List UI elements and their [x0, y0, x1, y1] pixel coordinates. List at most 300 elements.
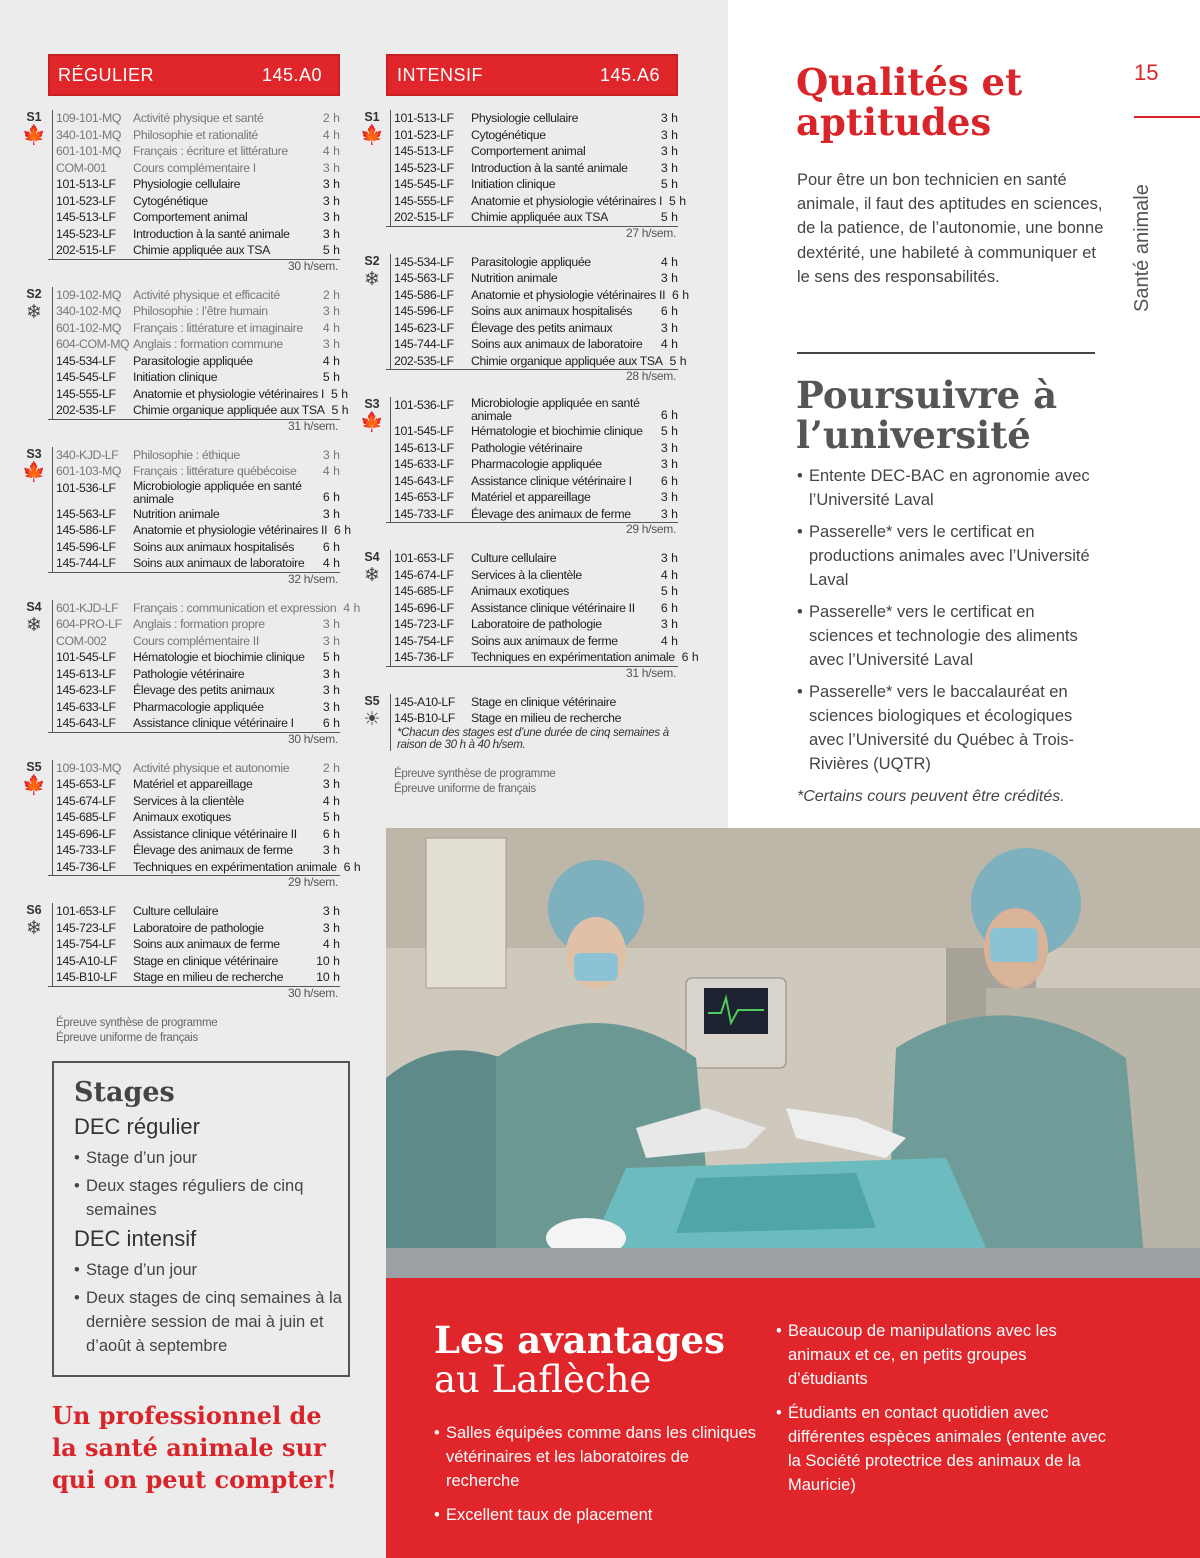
- course-code: 145-633-LF: [394, 457, 454, 471]
- course-row: [394, 127, 678, 144]
- course-hours: 5 h: [669, 353, 687, 368]
- course-hours: 3 h: [322, 904, 340, 918]
- course-title: Chimie organique appliquée aux TSA: [471, 353, 663, 368]
- course-row: [56, 402, 349, 419]
- course-title: Français : écriture et littérature: [133, 144, 288, 158]
- course-title: Stage en clinique vétérinaire: [471, 694, 617, 709]
- course-title: Microbiologie appliquée en santé animale: [133, 478, 302, 506]
- course-code: 202-535-LF: [56, 403, 116, 417]
- course-hours: 3 h: [660, 617, 678, 631]
- course-list: [390, 550, 699, 666]
- course-code: 109-102-MQ: [56, 287, 122, 302]
- course-row: [394, 287, 690, 304]
- dec-intensif-heading: DEC intensif: [74, 1226, 197, 1251]
- course-code: 601-KJD-LF: [56, 600, 119, 615]
- maple-leaf-icon: 🍁: [360, 412, 384, 433]
- session-label: S3: [26, 446, 42, 461]
- course-hours: 3 h: [322, 506, 340, 521]
- course-title: Anatomie et physiologie vétérinaires II: [471, 287, 666, 302]
- maple-leaf-icon: 🍁: [22, 461, 46, 483]
- course-code: 101-545-LF: [394, 424, 454, 438]
- course-row: [56, 953, 340, 970]
- course-hours: 3 h: [660, 506, 678, 521]
- course-title: Cytogénétique: [471, 127, 546, 142]
- snowflake-icon: ❄: [364, 268, 380, 290]
- universite-title: Poursuivre à l’université: [796, 373, 1058, 457]
- session-total: 27 h/sem.: [386, 226, 678, 240]
- course-row: [56, 353, 340, 370]
- course-hours: 10 h: [316, 953, 340, 968]
- course-title: Stage en clinique vétérinaire: [133, 953, 279, 968]
- course-row: [56, 699, 340, 716]
- course-hours: 10 h: [316, 970, 340, 984]
- course-code: 145-744-LF: [56, 556, 116, 570]
- course-title: Cours complémentaire I: [133, 160, 256, 175]
- course-title: Pathologie vétérinaire: [471, 440, 583, 455]
- session-total: 31 h/sem.: [48, 419, 340, 433]
- course-code: 145-555-LF: [56, 386, 116, 401]
- course-hours: 5 h: [322, 243, 340, 257]
- session-label: S4: [26, 599, 42, 614]
- course-hours: 5 h: [660, 210, 678, 224]
- course-row: [394, 176, 678, 193]
- course-code: 145-513-LF: [56, 210, 116, 224]
- course-code: 101-545-LF: [56, 650, 116, 664]
- course-code: 340-101-MQ: [56, 127, 122, 142]
- course-title: Services à la clientèle: [471, 567, 582, 582]
- course-hours: 4 h: [660, 337, 678, 351]
- course-row: [56, 369, 340, 386]
- course-row: [56, 649, 340, 666]
- course-row: [394, 583, 678, 600]
- list-item: • Stage d’un jour: [74, 1146, 348, 1170]
- surgery-photo: [386, 828, 1200, 1278]
- course-row: [56, 633, 340, 650]
- course-title: Physiologie cellulaire: [471, 111, 579, 125]
- course-code: 145-586-LF: [56, 523, 116, 537]
- course-row: [56, 160, 340, 177]
- maple-leaf-icon: 🍁: [22, 774, 46, 796]
- section-side-label: Santé animale: [1131, 184, 1153, 312]
- course-row: [394, 473, 678, 490]
- course-row: [56, 336, 340, 353]
- course-code: 202-515-LF: [56, 243, 116, 257]
- course-title: Anatomie et physiologie vétérinaires I: [471, 193, 663, 208]
- program-intensif: [358, 54, 699, 797]
- session-block: [20, 903, 340, 1000]
- course-title: Activité physique et efficacité: [133, 287, 280, 302]
- course-title: Chimie organique appliquée aux TSA: [133, 403, 325, 417]
- course-row: [56, 600, 361, 617]
- tagline: Un professionnel de la santé animale sur qui on peut compter!: [52, 1401, 337, 1494]
- course-code: 145-674-LF: [394, 567, 454, 582]
- course-code: 109-101-MQ: [56, 111, 122, 125]
- course-code: 145-754-LF: [394, 633, 454, 648]
- course-code: 145-696-LF: [56, 826, 116, 841]
- course-title: Initiation clinique: [471, 177, 556, 191]
- page-number: 15: [1134, 60, 1159, 85]
- course-code: 145-523-LF: [394, 160, 454, 175]
- session-block: [358, 110, 687, 240]
- course-hours: 3 h: [322, 699, 340, 714]
- course-list: [390, 397, 678, 522]
- session-label: S6: [26, 903, 42, 917]
- course-hours: 5 h: [660, 424, 678, 438]
- list-item: • Passerelle* vers le certificat en sciences et technologie des aliments avec l’Université Laval: [797, 600, 1097, 672]
- course-hours: [654, 694, 678, 711]
- epreuves: [358, 767, 678, 797]
- session-block: [358, 397, 678, 536]
- snowflake-icon: ❄: [26, 301, 42, 323]
- course-hours: 4 h: [322, 353, 340, 368]
- course-title: Comportement animal: [471, 144, 586, 158]
- course-row: [56, 143, 340, 160]
- course-code: 101-513-LF: [56, 177, 116, 191]
- course-title: Stage en milieu de recherche: [471, 711, 622, 725]
- course-row: [56, 539, 340, 556]
- session-total: 29 h/sem.: [48, 875, 340, 889]
- course-code: 604-PRO-LF: [56, 617, 122, 631]
- course-code: 145-545-LF: [56, 370, 116, 384]
- course-title: Comportement animal: [133, 210, 248, 224]
- snowflake-icon: ❄: [26, 614, 42, 636]
- session-label: S2: [364, 253, 380, 268]
- course-row: [394, 567, 678, 584]
- session-total: 30 h/sem.: [48, 732, 340, 746]
- course-code: 101-513-LF: [394, 111, 454, 125]
- course-title: Philosophie et rationalité: [133, 127, 258, 142]
- course-code: 109-103-MQ: [56, 760, 122, 775]
- course-row: [394, 633, 678, 650]
- course-row: [394, 353, 687, 370]
- course-title: Chimie appliquée aux TSA: [471, 210, 608, 224]
- course-row: [56, 447, 340, 464]
- course-row: [56, 226, 340, 243]
- course-list: [52, 600, 361, 732]
- course-title: Soins aux animaux hospitalisés: [471, 304, 633, 318]
- course-hours: 3 h: [660, 440, 678, 455]
- session-list: [20, 110, 361, 1000]
- course-title: Soins aux animaux de ferme: [471, 633, 618, 648]
- course-row: [394, 270, 678, 287]
- course-hours: 5 h: [322, 810, 340, 824]
- divider: [797, 352, 1095, 354]
- course-title: Anglais : formation commune: [133, 337, 283, 351]
- list-item: • Deux stages réguliers de cinq semaines: [74, 1174, 348, 1222]
- course-hours: 4 h: [322, 937, 340, 951]
- course-title: Activité physique et santé: [133, 111, 264, 125]
- course-hours: 3 h: [322, 304, 340, 318]
- course-hours: 6 h: [322, 716, 340, 730]
- course-row: [56, 110, 340, 127]
- course-row: [394, 160, 678, 177]
- course-row: [56, 506, 340, 523]
- qualites-text: Pour être un bon technicien en santé animale, il faut des aptitudes en sciences, de la patience, de l’autonomie, une bonne dextérité, une habileté à communiquer et le sens des responsabilités.: [797, 171, 1104, 286]
- course-code: 145-B10-LF: [394, 711, 455, 725]
- course-hours: 3 h: [660, 271, 678, 285]
- course-title: Matériel et appareillage: [133, 777, 253, 791]
- session-block: [20, 759, 361, 890]
- course-list: [52, 760, 361, 876]
- course-hours: [654, 710, 678, 727]
- course-row: [394, 143, 678, 160]
- course-row: [56, 176, 340, 193]
- course-row: [394, 710, 678, 727]
- course-title: Introduction à la santé animale: [133, 226, 290, 241]
- course-title: Cours complémentaire II: [133, 633, 259, 648]
- course-row: [56, 127, 340, 144]
- course-hours: 3 h: [660, 490, 678, 504]
- course-code: 145-653-LF: [56, 777, 116, 791]
- course-title: Assistance clinique vétérinaire I: [471, 473, 632, 488]
- course-code: 145-674-LF: [56, 793, 116, 808]
- course-hours: 3 h: [660, 320, 678, 335]
- program-name: RÉGULIER: [58, 64, 155, 85]
- course-title: Services à la clientèle: [133, 793, 244, 808]
- course-code: 145-623-LF: [56, 683, 116, 697]
- list-item: • Deux stages de cinq semaines à la dernière session de mai à juin et d’août à septembre: [74, 1286, 348, 1358]
- course-title: Culture cellulaire: [133, 904, 219, 918]
- dec-intensif-list: [74, 1258, 348, 1358]
- course-hours: 6 h: [660, 600, 678, 615]
- course-code: 145-596-LF: [56, 539, 116, 554]
- course-title: Élevage des animaux de ferme: [471, 506, 631, 521]
- course-row: [394, 320, 678, 337]
- course-code: 145-A10-LF: [56, 953, 117, 968]
- course-row: [56, 386, 349, 403]
- course-code: 145-563-LF: [56, 506, 116, 521]
- course-title: Techniques en expérimentation animale: [133, 859, 337, 874]
- epreuve-item: Épreuve synthèse de programme: [394, 767, 556, 780]
- course-code: 145-643-LF: [394, 473, 454, 488]
- course-hours: 6 h: [672, 287, 690, 302]
- course-row: [394, 600, 678, 617]
- course-row: [56, 776, 340, 793]
- program-header: [48, 54, 340, 96]
- course-code: 145-534-LF: [394, 254, 454, 269]
- course-hours: 3 h: [322, 337, 340, 351]
- course-title: Parasitologie appliquée: [471, 254, 591, 269]
- course-row: [56, 920, 340, 937]
- course-row: [56, 715, 340, 732]
- course-title: Élevage des animaux de ferme: [133, 843, 293, 857]
- epreuve-item: Épreuve synthèse de programme: [56, 1016, 218, 1029]
- course-hours: 6 h: [660, 407, 678, 422]
- course-code: 145-723-LF: [394, 617, 454, 631]
- course-hours: 4 h: [660, 567, 678, 582]
- universite-list: [797, 464, 1097, 784]
- course-hours: 5 h: [322, 370, 340, 384]
- course-title: Français : communication et expression: [133, 600, 337, 615]
- course-code: 340-102-MQ: [56, 304, 122, 318]
- course-title: Animaux exotiques: [133, 810, 231, 824]
- course-code: 145-A10-LF: [394, 694, 455, 709]
- course-title: Élevage des petits animaux: [133, 683, 275, 697]
- course-hours: 3 h: [660, 551, 678, 565]
- course-row: [394, 440, 678, 457]
- session-total: 30 h/sem.: [48, 259, 340, 273]
- session-label: S3: [364, 397, 380, 411]
- course-code: 145-733-LF: [394, 506, 454, 521]
- course-code: 601-103-MQ: [56, 464, 122, 478]
- course-hours: 6 h: [322, 826, 340, 841]
- course-code: 101-523-LF: [394, 127, 454, 142]
- course-hours: 4 h: [660, 254, 678, 269]
- course-hours: 2 h: [322, 760, 340, 775]
- course-hours: 5 h: [331, 403, 349, 417]
- course-hours: 3 h: [322, 666, 340, 681]
- program-name: INTENSIF: [397, 64, 484, 85]
- session-total: 30 h/sem.: [48, 986, 340, 1000]
- course-code: 601-101-MQ: [56, 144, 122, 158]
- course-row: [56, 463, 340, 480]
- course-row: [56, 809, 340, 826]
- course-hours: 6 h: [322, 539, 340, 554]
- session-label: S2: [26, 286, 42, 301]
- course-hours: 4 h: [660, 633, 678, 648]
- course-row: [394, 456, 678, 473]
- session-block: [358, 550, 699, 680]
- course-code: 145-653-LF: [394, 490, 454, 504]
- course-code: 601-102-MQ: [56, 320, 122, 335]
- session-block: [358, 253, 690, 384]
- course-title: Soins aux animaux de ferme: [133, 937, 280, 951]
- course-row: [56, 682, 340, 699]
- course-code: 145-643-LF: [56, 716, 116, 730]
- session-block: [20, 599, 361, 746]
- session-label: S1: [364, 110, 380, 124]
- course-row: [394, 110, 678, 127]
- course-title: Assistance clinique vétérinaire II: [133, 826, 297, 841]
- dec-regulier-list: [74, 1146, 348, 1222]
- course-row: [394, 649, 699, 666]
- course-hours: 3 h: [660, 144, 678, 158]
- session-block: [20, 446, 352, 586]
- epreuve-item: Épreuve uniforme de français: [394, 782, 536, 795]
- course-title: Philosophie : éthique: [133, 447, 240, 462]
- course-title: Microbiologie appliquée en santé animale: [471, 396, 640, 423]
- course-code: 101-653-LF: [56, 904, 116, 918]
- course-row: [56, 842, 340, 859]
- epreuve-item: Épreuve uniforme de français: [56, 1031, 198, 1044]
- course-code: 145-555-LF: [394, 193, 454, 208]
- course-hours: 6 h: [334, 523, 352, 537]
- course-title: Assistance clinique vétérinaire I: [133, 716, 294, 730]
- course-title: Pathologie vétérinaire: [133, 666, 245, 681]
- stages-box: [52, 1061, 350, 1377]
- epreuves: [20, 1016, 340, 1046]
- session-total: 31 h/sem.: [386, 666, 678, 680]
- course-code: 145-523-LF: [56, 226, 116, 241]
- session-label: S5: [26, 759, 42, 774]
- course-hours: 4 h: [322, 320, 340, 335]
- snowflake-icon: ❄: [26, 918, 42, 939]
- course-row: [56, 287, 340, 304]
- course-hours: 5 h: [330, 386, 349, 401]
- session-total: 29 h/sem.: [386, 522, 678, 536]
- stage-note: *Chacun des stages est d’une durée de cinq semaines à raison de 30 h à 40 h/sem.: [397, 726, 669, 751]
- program-regulier: [20, 54, 361, 1046]
- course-code: COM-002: [56, 633, 107, 648]
- course-title: Élevage des petits animaux: [471, 320, 613, 335]
- course-hours: 6 h: [322, 490, 340, 504]
- session-block: [20, 110, 340, 273]
- course-list: [52, 110, 340, 259]
- course-hours: 3 h: [322, 226, 340, 241]
- avantages-list-left: [434, 1421, 764, 1537]
- list-item: • Salles équipées comme dans les cliniques vétérinaires et les laboratoires de recherche: [434, 1421, 764, 1493]
- course-row: [394, 303, 678, 320]
- session-block: [358, 694, 678, 751]
- course-row: [56, 760, 340, 777]
- course-code: 145-733-LF: [56, 843, 116, 857]
- session-total: 28 h/sem.: [386, 369, 678, 383]
- course-code: 145-633-LF: [56, 699, 116, 714]
- course-hours: 4 h: [322, 144, 340, 158]
- course-row: [56, 480, 340, 506]
- course-title: Stage en milieu de recherche: [133, 970, 284, 984]
- course-title: Introduction à la santé animale: [471, 160, 628, 175]
- session-label: S4: [364, 550, 380, 564]
- course-code: 145-736-LF: [56, 859, 116, 874]
- program-header: [386, 54, 678, 96]
- course-code: 145-685-LF: [394, 584, 454, 598]
- course-title: Chimie appliquée aux TSA: [133, 243, 270, 257]
- course-row: [56, 555, 340, 572]
- course-row: [56, 303, 340, 320]
- course-row: [394, 694, 678, 711]
- snowflake-icon: ❄: [364, 565, 380, 586]
- course-list: [52, 287, 349, 419]
- course-row: [394, 336, 678, 353]
- course-hours: 3 h: [322, 160, 340, 175]
- course-title: Hématologie et biochimie clinique: [133, 650, 305, 664]
- course-hours: 5 h: [660, 177, 678, 191]
- course-row: [394, 550, 678, 567]
- universite-note: *Certains cours peuvent être crédités.: [797, 788, 1065, 805]
- course-hours: 4 h: [343, 600, 361, 615]
- course-row: [394, 397, 678, 423]
- course-code: COM-001: [56, 160, 107, 175]
- course-list: [390, 694, 678, 751]
- course-row: [56, 903, 340, 920]
- course-title: Laboratoire de pathologie: [471, 617, 602, 631]
- course-code: 101-653-LF: [394, 551, 454, 565]
- course-row: [56, 616, 340, 633]
- course-list: [52, 447, 352, 572]
- course-hours: 6 h: [681, 650, 699, 664]
- course-hours: 3 h: [322, 447, 340, 462]
- course-row: [56, 209, 340, 226]
- course-hours: 2 h: [322, 111, 340, 125]
- course-code: 101-536-LF: [394, 398, 454, 412]
- course-title: Activité physique et autonomie: [133, 760, 290, 775]
- course-title: Animaux exotiques: [471, 584, 569, 598]
- course-row: [56, 193, 340, 210]
- course-hours: 3 h: [322, 920, 340, 935]
- sun-icon: ☀: [363, 708, 381, 730]
- course-title: Nutrition animale: [471, 271, 558, 285]
- list-item: • Passerelle* vers le certificat en productions animales avec l’Université Laval: [797, 520, 1097, 592]
- maple-leaf-icon: 🍁: [360, 125, 384, 146]
- program-code: 145.A0: [261, 64, 322, 85]
- course-hours: 3 h: [322, 210, 340, 224]
- course-hours: 3 h: [322, 683, 340, 697]
- course-hours: 4 h: [322, 464, 340, 478]
- course-row: [56, 859, 361, 876]
- session-label: S5: [364, 693, 380, 708]
- course-title: Initiation clinique: [133, 370, 218, 384]
